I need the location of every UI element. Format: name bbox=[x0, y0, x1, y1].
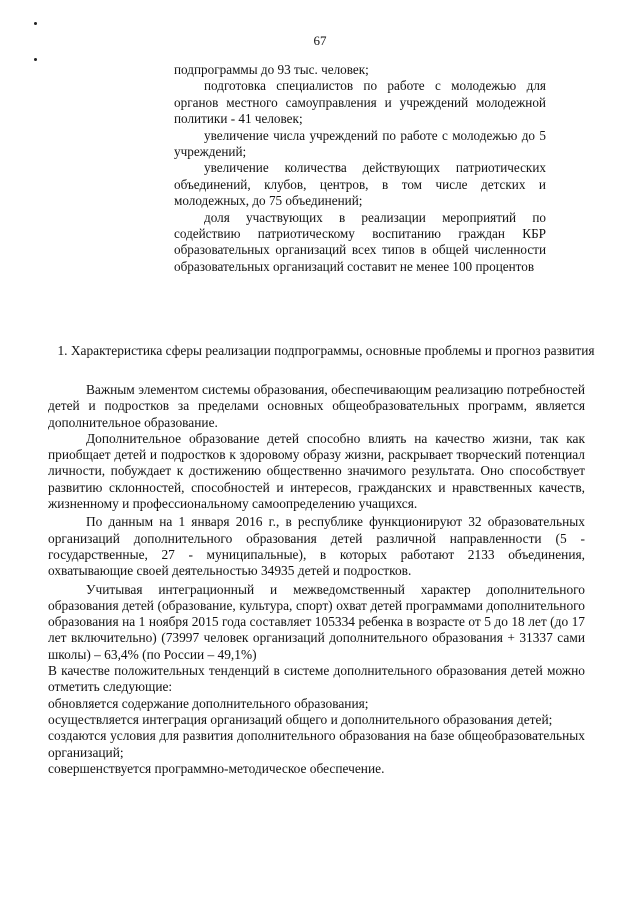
indicator-item: увеличение числа учреждений по работе с молодежью до 5 учреждений; bbox=[174, 127, 546, 160]
paragraph: Важным элементом системы образования, обеспечивающим реализацию потребностей детей и подростков за пределами основных общеобразовательных программ, является дополнительное образование. bbox=[48, 382, 585, 430]
indicator-item: подготовка специалистов по работе с молодежью для органов местного самоуправления и учреждений молодежной политики - 41 человек; bbox=[174, 78, 546, 127]
paragraph: Дополнительное образование детей способно влиять на качество жизни, так как приобщает детей и подростков к здоровому образу жизни, раскрывает творческий потенциал личности, побуждает к достижению общественно значимого результата. Оно способствует развитию склонностей, способностей и интересов, гражданских и нравственных качеств, жизненному и профессиональному самоопределению учащихся. bbox=[48, 430, 585, 512]
paragraph: По данным на 1 января 2016 г., в республике функционируют 32 образовательных организаций дополнительного образования детей различной направленности (5 - государственные, 27 - муниципальные), в которых работают 2133 объединения, охватывающие своей деятельностью 34935 детей и подростков. bbox=[48, 514, 585, 579]
list-item: обновляется содержание дополнительного образования; bbox=[48, 695, 369, 711]
list-item: совершенствуется программно-методическое обеспечение. bbox=[48, 760, 385, 776]
margin-mark bbox=[34, 58, 37, 61]
body-text bbox=[48, 382, 585, 777]
indicator-item: подпрограммы до 93 тыс. человек; bbox=[174, 62, 369, 77]
paragraph: Учитывая интеграционный и межведомственный характер дополнительного образования детей (образование, культура, спорт) охват детей программами дополнительного образования на 1 ноября 2015 года составляет 105334 ребенка в возрасте от 5 до 18 лет (до 17 лет включительно) (73997 человек организаций дополнительного образования + 31337 сами школы) – 63,4% (по России – 49,1%) bbox=[48, 581, 585, 662]
indicator-item: доля участвующих в реализации мероприятий по содействию патриотическому воспитанию граждан КБР образовательных организаций всех типов в общей численности образовательных организаций составит не менее 100 процентов bbox=[174, 209, 546, 274]
paragraph: В качестве положительных тенденций в системе дополнительного образования детей можно отметить следующие: bbox=[48, 663, 585, 695]
list-item: создаются условия для развития дополнительного образования на базе общеобразовательных организаций; bbox=[48, 728, 585, 760]
indicator-item: увеличение количества действующих патриотических объединений, клубов, центров, в том числе детских и молодежных, до 75 объединений; bbox=[174, 160, 546, 209]
section-title: 1. Характеристика сферы реализации подпрограммы, основные проблемы и прогноз развития bbox=[57, 343, 595, 358]
margin-mark bbox=[34, 22, 37, 25]
list-item: осуществляется интеграция организаций общего и дополнительного образования детей; bbox=[48, 711, 553, 727]
page-number: 67 bbox=[313, 33, 327, 48]
indicators-list bbox=[174, 62, 546, 275]
